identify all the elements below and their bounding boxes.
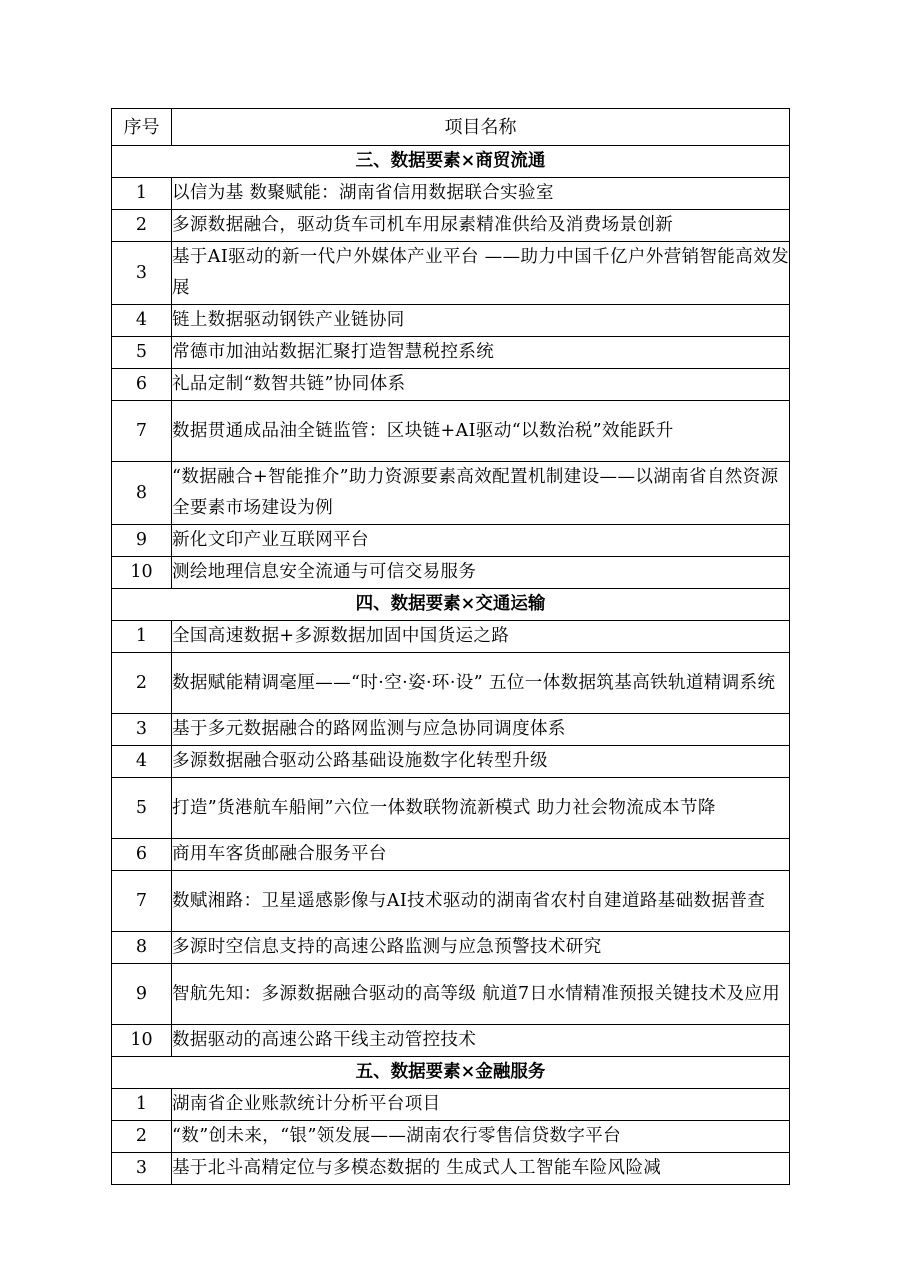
- section-row: [112, 146, 790, 178]
- row-number: 1: [112, 178, 172, 210]
- header-name: 项目名称: [172, 109, 790, 146]
- row-number: 1: [112, 1089, 172, 1121]
- row-number: 8: [112, 932, 172, 964]
- row-number: 3: [112, 714, 172, 746]
- header-no: 序号: [112, 109, 172, 146]
- table-row: [112, 839, 790, 871]
- table-row: [112, 462, 790, 525]
- project-name: 多源数据融合驱动公路基础设施数字化转型升级: [172, 746, 790, 778]
- table-row: [112, 871, 790, 932]
- row-number: 2: [112, 653, 172, 714]
- project-name: 测绘地理信息安全流通与可信交易服务: [172, 557, 790, 589]
- project-name: 数据驱动的高速公路干线主动管控技术: [172, 1025, 790, 1057]
- table-row: [112, 305, 790, 337]
- table-row: [112, 369, 790, 401]
- project-name: 数据赋能精调毫厘——“时·空·姿·环·设” 五位一体数据筑基高铁轨道精调系统: [172, 653, 790, 714]
- table-row: [112, 1025, 790, 1057]
- row-number: 10: [112, 1025, 172, 1057]
- table-row: [112, 557, 790, 589]
- table-row: [112, 1089, 790, 1121]
- row-number: 10: [112, 557, 172, 589]
- project-name: 常德市加油站数据汇聚打造智慧税控系统: [172, 337, 790, 369]
- project-name: 智航先知：多源数据融合驱动的高等级 航道7日水情精准预报关键技术及应用: [172, 964, 790, 1025]
- row-number: 1: [112, 621, 172, 653]
- row-number: 5: [112, 778, 172, 839]
- project-name: 湖南省企业账款统计分析平台项目: [172, 1089, 790, 1121]
- project-name: 基于北斗高精定位与多模态数据的 生成式人工智能车险风险减: [172, 1153, 790, 1185]
- row-number: 9: [112, 964, 172, 1025]
- project-name: 链上数据驱动钢铁产业链协同: [172, 305, 790, 337]
- table-row: [112, 210, 790, 242]
- table-row: [112, 242, 790, 305]
- table-row: [112, 1153, 790, 1185]
- project-name: 基于多元数据融合的路网监测与应急协同调度体系: [172, 714, 790, 746]
- project-table: [111, 108, 790, 1185]
- table-row: [112, 932, 790, 964]
- project-name: 新化文印产业互联网平台: [172, 525, 790, 557]
- project-name: 商用车客货邮融合服务平台: [172, 839, 790, 871]
- project-name: 多源数据融合，驱动货车司机车用尿素精准供给及消费场景创新: [172, 210, 790, 242]
- project-name: 全国高速数据+多源数据加固中国货运之路: [172, 621, 790, 653]
- table-row: [112, 1121, 790, 1153]
- row-number: 6: [112, 839, 172, 871]
- project-name: 以信为基 数聚赋能：湖南省信用数据联合实验室: [172, 178, 790, 210]
- row-number: 4: [112, 305, 172, 337]
- project-name: 多源时空信息支持的高速公路监测与应急预警技术研究: [172, 932, 790, 964]
- project-name: 数赋湘路：卫星遥感影像与AI技术驱动的湖南省农村自建道路基础数据普查: [172, 871, 790, 932]
- row-number: 6: [112, 369, 172, 401]
- table-row: [112, 746, 790, 778]
- section-title: 三、数据要素×商贸流通: [112, 146, 790, 178]
- table-row: [112, 653, 790, 714]
- row-number: 3: [112, 1153, 172, 1185]
- table-row: [112, 964, 790, 1025]
- project-name: 礼品定制“数智共链”协同体系: [172, 369, 790, 401]
- section-row: [112, 589, 790, 621]
- table-row: [112, 178, 790, 210]
- table-header-row: [112, 109, 790, 146]
- project-name: 打造”货港航车船闸”六位一体数联物流新模式 助力社会物流成本节降: [172, 778, 790, 839]
- section-title: 五、数据要素×金融服务: [112, 1057, 790, 1089]
- table-row: [112, 778, 790, 839]
- row-number: 3: [112, 242, 172, 305]
- table-row: [112, 337, 790, 369]
- table-row: [112, 401, 790, 462]
- project-name: 基于AI驱动的新一代户外媒体产业平台 ——助力中国千亿户外营销智能高效发展: [172, 242, 790, 305]
- row-number: 2: [112, 210, 172, 242]
- table-row: [112, 525, 790, 557]
- row-number: 5: [112, 337, 172, 369]
- table-body: [112, 109, 790, 1185]
- table-row: [112, 714, 790, 746]
- row-number: 4: [112, 746, 172, 778]
- section-title: 四、数据要素×交通运输: [112, 589, 790, 621]
- row-number: 7: [112, 401, 172, 462]
- project-name: 数据贯通成品油全链监管：区块链+AI驱动“以数治税”效能跃升: [172, 401, 790, 462]
- project-name: “数”创未来，“银”领发展——湖南农行零售信贷数字平台: [172, 1121, 790, 1153]
- row-number: 8: [112, 462, 172, 525]
- table-row: [112, 621, 790, 653]
- row-number: 7: [112, 871, 172, 932]
- row-number: 2: [112, 1121, 172, 1153]
- section-row: [112, 1057, 790, 1089]
- project-name: “数据融合+智能推介”助力资源要素高效配置机制建设——以湖南省自然资源全要素市场建设为例: [172, 462, 790, 525]
- row-number: 9: [112, 525, 172, 557]
